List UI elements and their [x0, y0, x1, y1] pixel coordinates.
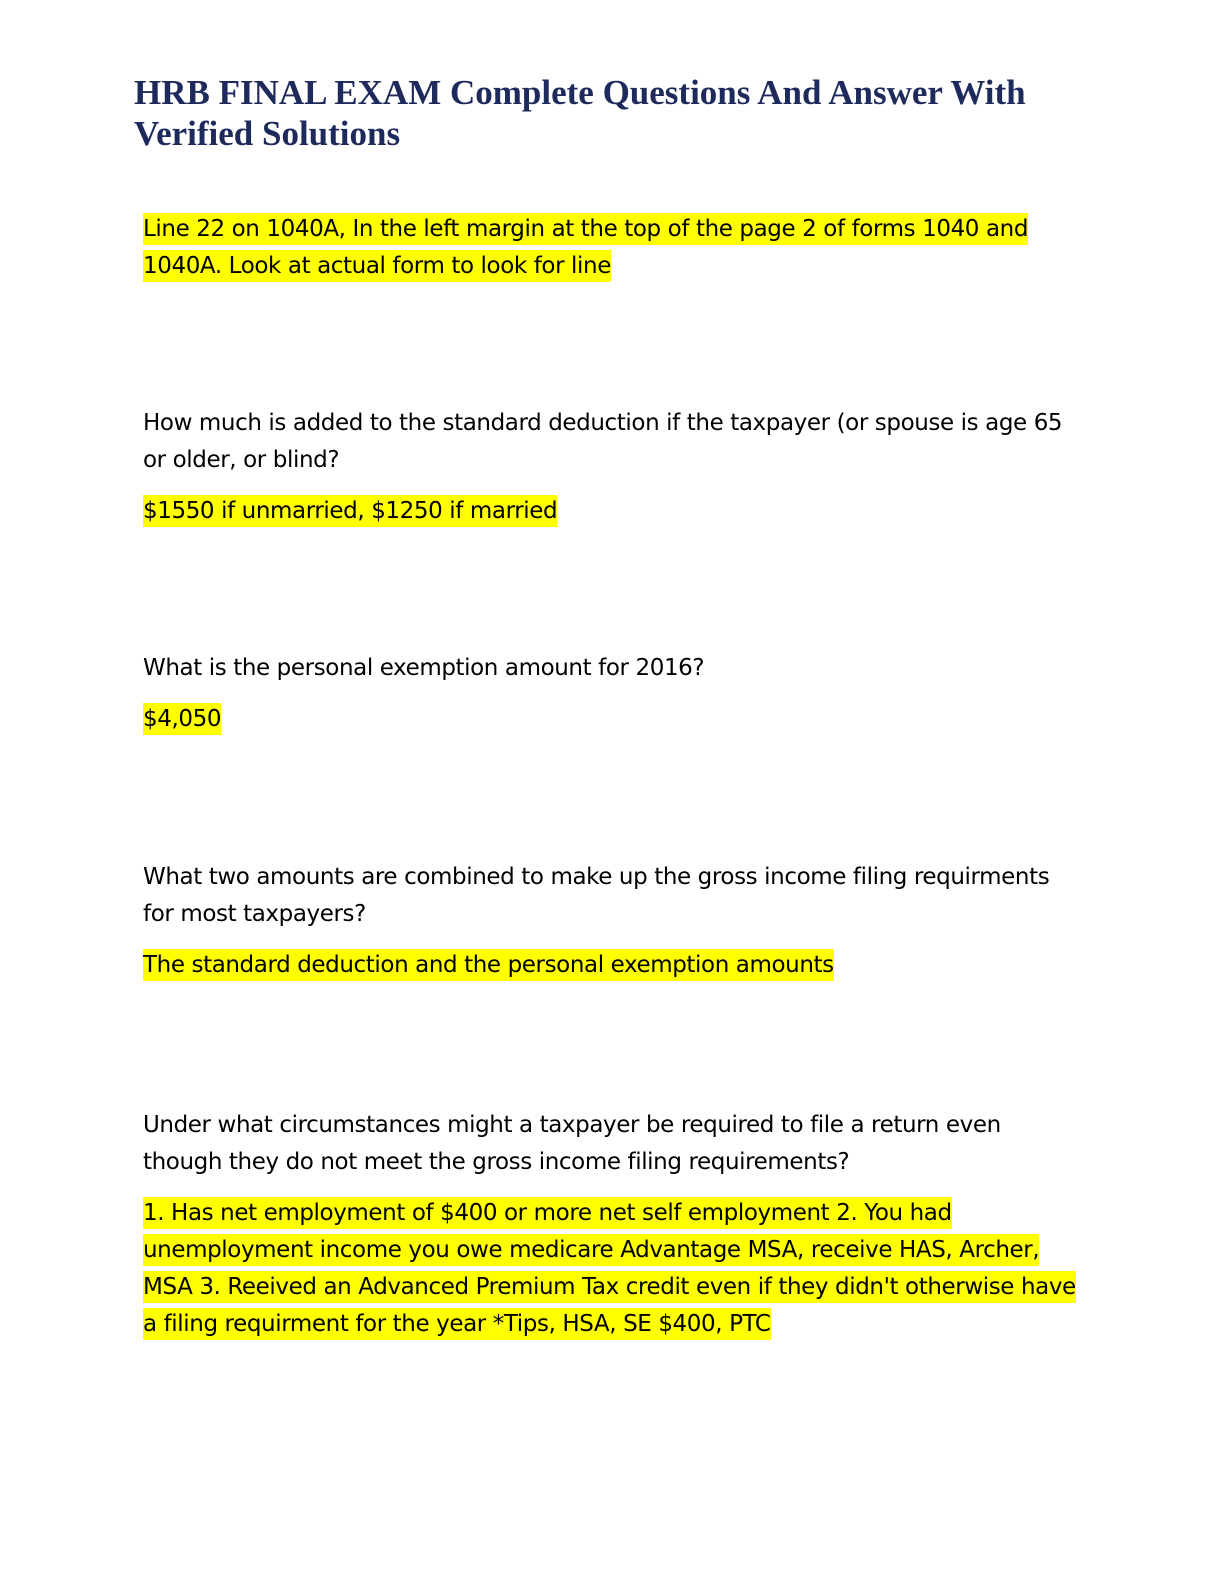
qa-item-3 [143, 650, 1083, 738]
question-text: What two amounts are combined to make up the gross income filing requirments for most taxpayers? [143, 864, 1050, 927]
answer-highlight: Line 22 on 1040A, In the left margin at the top of the page 2 of forms 1040 and 1040A. Look at actual form to look for line [143, 213, 1028, 282]
qa-item-2 [143, 405, 1083, 530]
question-text: What is the personal exemption amount for 2016? [143, 655, 705, 681]
answer-text [143, 1195, 1083, 1343]
document-title: HRB FINAL EXAM Complete Questions And Answer With Verified Solutions [134, 73, 1026, 153]
qa-item-4 [143, 859, 1083, 984]
answer-text [143, 211, 1083, 285]
answer-text [143, 701, 1083, 738]
answer-text [143, 493, 1083, 530]
answer-highlight: 1. Has net employment of $400 or more net self employment 2. You had unemployment income you owe medicare Advantage MSA, receive HAS, Archer, MSA 3. Reeived an Advanced Premium Tax credit even if they didn't otherwise have a filing requirment for the year *Tips, HSA, SE $400, PTC [143, 1197, 1076, 1340]
question-text: How much is added to the standard deduction if the taxpayer (or spouse is age 65 or older, or blind? [143, 410, 1063, 473]
answer-highlight: The standard deduction and the personal exemption amounts [143, 949, 834, 981]
question-text: Under what circumstances might a taxpayer be required to file a return even though they do not meet the gross income filing requirements? [143, 1112, 1001, 1175]
answer-highlight: $1550 if unmarried, $1250 if married [143, 495, 557, 527]
answer-text [143, 947, 1083, 984]
qa-item-5 [143, 1107, 1083, 1343]
qa-item-1 [143, 211, 1083, 285]
answer-highlight: $4,050 [143, 703, 221, 735]
